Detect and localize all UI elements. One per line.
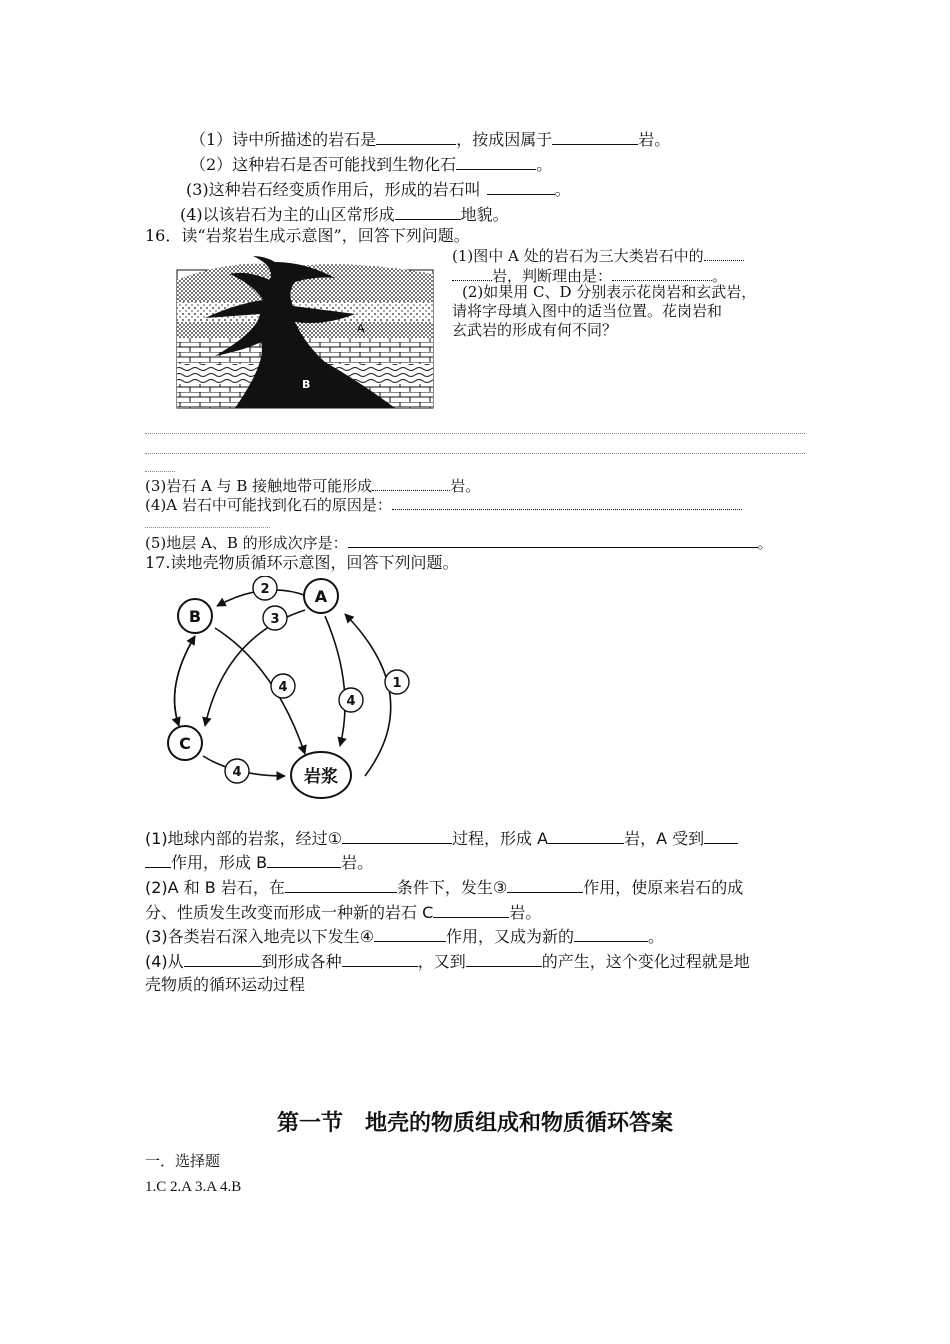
q17-5-text-c: 。 [648,927,665,946]
blank[interactable] [548,827,624,844]
answers-list: 1.C 2.A 3.A 4.B [145,1179,242,1195]
blank[interactable] [285,876,397,893]
blank[interactable] [487,178,555,195]
q16-p4-text-a: (4)A 岩石中可能找到化石的原因是： [145,496,392,514]
blank[interactable] [145,851,171,868]
label-a: A [357,322,365,335]
answer-rule[interactable] [145,527,270,528]
q16-intro: 16．读“岩浆岩生成示意图”，回答下列问题。 [145,226,470,245]
q16-p3-text-b: 岩。 [450,477,481,495]
q17-3-text-c: 作用，使原来岩石的成 [583,878,744,897]
q16-p5-text-b: 。 [757,534,773,552]
node-c: C [179,734,191,753]
q17-6-text-c: ，又到 [417,952,466,971]
arrow-label-3: 3 [270,612,280,627]
answer-rule[interactable] [145,471,175,472]
rock-cycle-diagram [155,576,420,808]
q15-1-text-c: 岩。 [638,130,671,149]
blank[interactable] [704,827,738,844]
blank[interactable] [466,950,542,967]
q17-line-5 [145,925,664,947]
blank[interactable] [392,493,742,510]
q17-line-4 [145,901,541,923]
q17-4-text-b: 岩。 [509,903,542,922]
blank[interactable] [372,474,450,491]
q15-4-text-b: 地貌。 [460,205,509,224]
q15-3-text-b: 。 [554,180,571,199]
blank[interactable] [452,264,492,281]
blank[interactable] [342,827,452,844]
blank[interactable] [433,901,509,918]
q15-line-3 [186,178,571,200]
blank[interactable] [267,851,341,868]
q15-1-text-b: ，按成因属于 [456,130,553,149]
answer-rule[interactable] [145,453,805,454]
q17-1-text-a: (1)地球内部的岩浆，经过① [145,829,343,848]
q17-line-3 [145,876,743,898]
q16-p2-line1: (2)如果用 C、D 分别表示花岗岩和玄武岩， [462,283,757,301]
q17-1-text-c: 岩，A 受到 [624,829,705,848]
q17-6-text-d: 的产生，这个变化过程就是地 [541,952,750,971]
q17-6-text-b: 到形成各种 [261,952,342,971]
q17-5-text-a: (3)各类岩石深入地壳以下发生④ [145,927,375,946]
q16-p1-text-c: 。 [712,267,728,285]
q15-2-text-b: 。 [536,155,553,174]
q17-line-2 [145,851,373,873]
q16-p4 [145,493,742,515]
node-a: A [314,587,328,606]
q16-p1-text-a: (1)图中 A 处的岩石为三大类岩石中的 [452,247,704,265]
q17-2-text-b: 岩。 [341,853,374,872]
q16-p3-text-a: (3)岩石 A 与 B 接触地带可能形成 [145,477,373,495]
q17-2-text-a: 作用，形成 B [171,853,268,872]
blank[interactable] [574,925,648,942]
answers-title: 第一节 地壳的物质组成和物质循环答案 [276,1110,673,1136]
blank[interactable] [704,244,744,261]
q15-1-text-a: （1）诗中所描述的岩石是 [190,130,377,149]
node-magma: 岩浆 [304,767,338,787]
q17-line-1 [145,827,738,849]
answer-rule[interactable] [145,433,805,434]
node-b: B [188,607,202,626]
q17-1-text-b: 过程，形成 A [452,829,549,848]
q15-3-text-a: (3)这种岩石经变质作用后，形成的岩石叫 [186,180,481,199]
q15-line-4 [180,203,509,225]
q17-4-text-a: 分、性质发生改变而形成一种新的岩石 C [145,903,434,922]
blank[interactable] [612,264,712,281]
arrow-label-2: 2 [260,582,270,597]
arrow-label-4: 4 [232,765,242,780]
q17-line-7: 壳物质的循环运动过程 [145,975,306,994]
answers-section: 一．选择题 [145,1154,221,1170]
q15-line-1 [190,128,670,150]
blank[interactable] [395,203,461,220]
blank[interactable] [348,531,758,548]
q15-2-text-a: （2）这种岩石是否可能找到生物化石 [190,155,457,174]
arrow-label-1: 1 [392,676,402,691]
blank[interactable] [507,876,583,893]
q16-p5-text-a: (5)地层 A、B 的形成次序是： [145,534,348,552]
q15-4-text-a: (4)以该岩石为主的山区常形成 [180,205,395,224]
q17-line-6 [145,950,750,972]
q17-3-text-b: 条件下，发生③ [396,878,508,897]
magma-rock-diagram [175,252,435,410]
blank[interactable] [184,950,262,967]
q16-p5 [145,531,773,553]
q17-6-text-a: (4)从 [145,952,184,971]
arrow-label-4: 4 [278,680,288,695]
q17-intro: 17.读地壳物质循环示意图，回答下列问题。 [145,553,459,572]
blank[interactable] [456,153,536,170]
q17-5-text-b: 作用，又成为新的 [446,927,575,946]
q16-p2-line3: 玄武岩的形成有何不同？ [452,321,618,339]
q16-p2-line2: 请将字母填入图中的适当位置。花岗岩和 [452,302,723,320]
blank[interactable] [374,925,446,942]
q16-p1-text-b: 岩，判断理由是： [492,267,613,285]
label-b: B [302,378,311,391]
blank[interactable] [342,950,418,967]
q16-p1-line1 [452,244,744,266]
q15-line-2 [190,153,552,175]
arrow-label-4: 4 [346,694,356,709]
blank[interactable] [376,128,456,145]
q17-3-text-a: (2)A 和 B 岩石，在 [145,878,285,897]
blank[interactable] [552,128,638,145]
